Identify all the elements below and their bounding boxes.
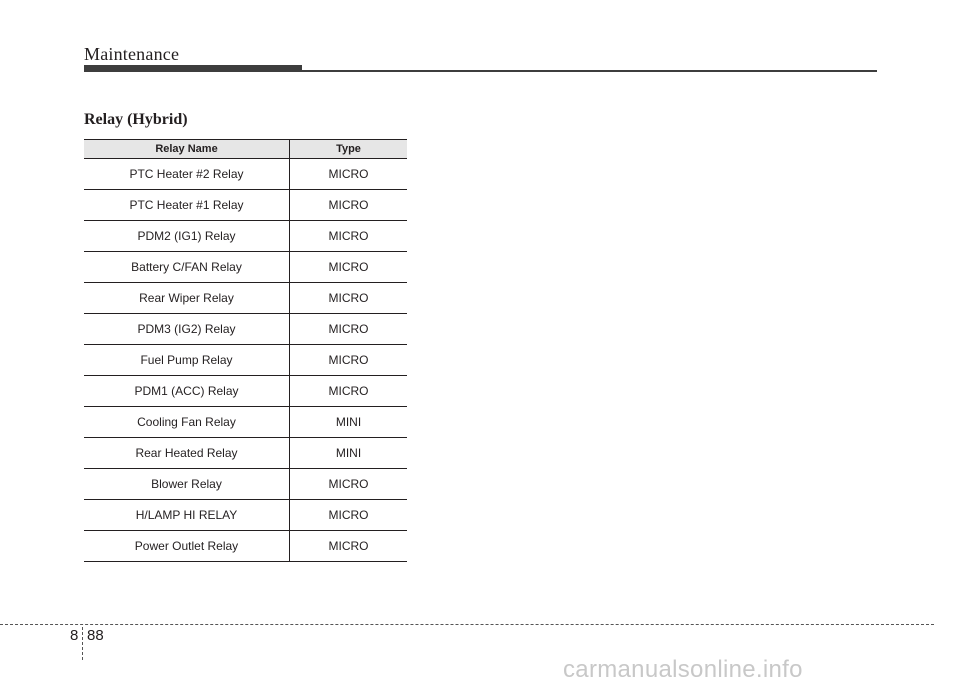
relay-type-cell: MICRO xyxy=(290,221,408,252)
relay-name-cell: PTC Heater #1 Relay xyxy=(84,190,290,221)
relay-type-cell: MICRO xyxy=(290,469,408,500)
table-row xyxy=(84,252,407,283)
page-number-divider xyxy=(82,627,83,660)
header-rule-thin xyxy=(300,70,877,72)
relay-type-cell: MINI xyxy=(290,438,408,469)
relay-name-cell: Rear Wiper Relay xyxy=(84,283,290,314)
table-row xyxy=(84,469,407,500)
relay-name-cell: Rear Heated Relay xyxy=(84,438,290,469)
table-row xyxy=(84,283,407,314)
relay-name-cell: PDM2 (IG1) Relay xyxy=(84,221,290,252)
relay-name-cell: PDM3 (IG2) Relay xyxy=(84,314,290,345)
column-header-type: Type xyxy=(290,140,408,159)
table-row xyxy=(84,376,407,407)
watermark: carmanualsonline.info xyxy=(563,656,803,683)
relay-name-cell: PDM1 (ACC) Relay xyxy=(84,376,290,407)
relay-type-cell: MICRO xyxy=(290,190,408,221)
section-title: Relay (Hybrid) xyxy=(84,111,188,128)
relay-name-cell: Cooling Fan Relay xyxy=(84,407,290,438)
table-header-row xyxy=(84,140,407,159)
page-number: 88 xyxy=(87,627,104,644)
relay-type-cell: MICRO xyxy=(290,500,408,531)
relay-name-cell: H/LAMP HI RELAY xyxy=(84,500,290,531)
header-rule-thick xyxy=(84,65,302,72)
table-row xyxy=(84,345,407,376)
chapter-number: 8 xyxy=(70,627,79,644)
relay-table xyxy=(84,139,407,562)
footer-dashed-rule xyxy=(0,624,934,625)
relay-type-cell: MICRO xyxy=(290,314,408,345)
relay-name-cell: Power Outlet Relay xyxy=(84,531,290,562)
relay-type-cell: MICRO xyxy=(290,159,408,190)
relay-type-cell: MICRO xyxy=(290,531,408,562)
column-header-relay-name: Relay Name xyxy=(84,140,290,159)
relay-type-cell: MICRO xyxy=(290,283,408,314)
table-row xyxy=(84,190,407,221)
table-row xyxy=(84,221,407,252)
relay-name-cell: Battery C/FAN Relay xyxy=(84,252,290,283)
table-row xyxy=(84,314,407,345)
header-title: Maintenance xyxy=(84,44,180,64)
relay-name-cell: Fuel Pump Relay xyxy=(84,345,290,376)
relay-type-cell: MICRO xyxy=(290,345,408,376)
table-row xyxy=(84,159,407,190)
table-row xyxy=(84,407,407,438)
relay-name-cell: Blower Relay xyxy=(84,469,290,500)
relay-type-cell: MICRO xyxy=(290,376,408,407)
relay-type-cell: MICRO xyxy=(290,252,408,283)
table-row xyxy=(84,500,407,531)
relay-name-cell: PTC Heater #2 Relay xyxy=(84,159,290,190)
table-row xyxy=(84,438,407,469)
table-row xyxy=(84,531,407,562)
relay-type-cell: MINI xyxy=(290,407,408,438)
